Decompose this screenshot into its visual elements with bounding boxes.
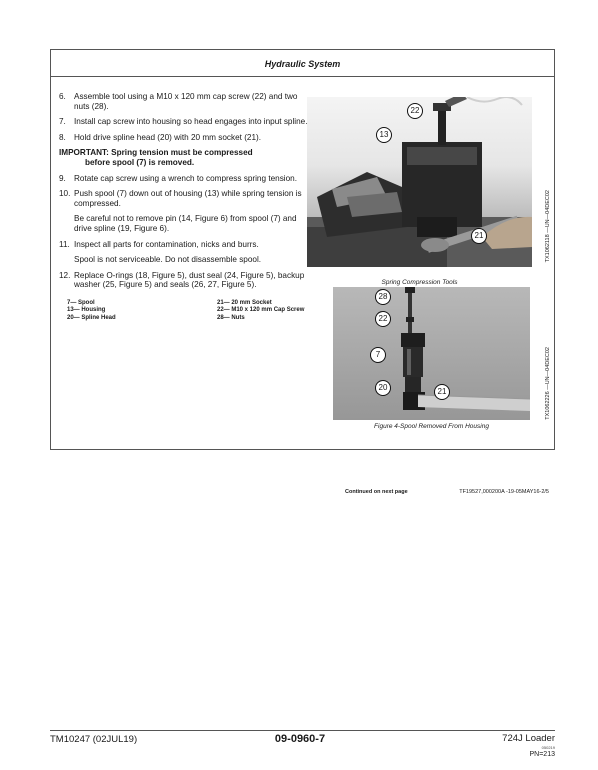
step-10	[59, 189, 309, 208]
callout-13: 13	[376, 127, 392, 143]
step-text: Install cap screw into housing so head engages into input spline.	[74, 117, 308, 127]
step-number: 8.	[59, 132, 66, 142]
legend-item: 28— Nuts	[217, 314, 245, 321]
page-number: 09-0960-7	[274, 733, 326, 745]
step-8	[59, 133, 309, 143]
step-10-caution: Be careful not to remove pin (14, Figure 6) from spool (7) and drive spline (19, Figure 6).	[74, 214, 297, 233]
step-7	[59, 117, 309, 127]
step-text: Replace O-rings (18, Figure 5), dust seal (24, Figure 5), backup washer (25, Figure 5) and seals (26, 27, Figure 5).	[74, 270, 305, 290]
important-line-1: Spring tension must be compressed	[111, 148, 253, 158]
pn-number: PN=213	[529, 751, 555, 758]
callout-22: 22	[375, 311, 391, 327]
parts-legend	[67, 300, 309, 323]
spring-compression-photo	[307, 97, 532, 267]
step-9	[59, 174, 309, 184]
figure-1-code: TX1062118 —UN—04DEC02	[545, 190, 551, 263]
step-text: Rotate cap screw using a wrench to compress spring tension.	[74, 173, 297, 183]
callout-21: 21	[434, 384, 450, 400]
callout-22: 22	[407, 103, 423, 119]
step-6	[59, 92, 309, 111]
legend-item: 7— Spool	[67, 299, 95, 306]
legend-item: 20— Spline Head	[67, 314, 116, 321]
step-11-note: Spool is not serviceable. Do not disassemble spool.	[74, 255, 262, 265]
document-reference: TF19527,000200A -19-05MAY16-2/5	[459, 489, 549, 495]
figure-2-code: TX1062226 —UN—04DEC02	[545, 347, 551, 420]
machine-model: 724J Loader	[502, 733, 555, 744]
important-line-2: before spool (7) is removed.	[85, 157, 195, 167]
legend-item: 22— M10 x 120 mm Cap Screw	[217, 307, 305, 314]
step-number: 9.	[59, 173, 66, 183]
callout-20: 20	[375, 380, 391, 396]
step-text: Push spool (7) down out of housing (13) while spring tension is compressed.	[74, 189, 302, 208]
continued-note: Continued on next page	[345, 489, 408, 495]
step-number: 12.	[59, 270, 71, 280]
step-number: 6.	[59, 92, 66, 101]
figure-2-caption: Figure 4-Spool Removed From Housing	[374, 423, 489, 430]
manual-id: TM10247 (02JUL19)	[50, 734, 138, 745]
footer-rule	[50, 730, 555, 731]
step-number: 10.	[59, 189, 71, 199]
legend-item: 21— 20 mm Socket	[217, 299, 272, 306]
footer-date-code: 050219	[541, 745, 555, 750]
step-number: 7.	[59, 117, 66, 127]
spool-removed-photo	[333, 287, 530, 420]
legend-item: 13— Housing	[67, 307, 106, 314]
section-title: Hydraulic System	[264, 59, 341, 69]
spring-compression-illustration	[307, 97, 532, 267]
step-11	[59, 240, 309, 250]
callout-7: 7	[370, 347, 386, 363]
step-text: Hold drive spline head (20) with 20 mm socket (21).	[74, 132, 262, 142]
step-text: Inspect all parts for contamination, nicks and burrs.	[74, 239, 259, 249]
callout-21: 21	[471, 228, 487, 244]
callout-28: 28	[375, 289, 391, 305]
figure-1-caption: Spring Compression Tools	[381, 279, 458, 286]
section-header	[51, 50, 554, 77]
step-number: 11.	[59, 239, 70, 249]
spool-illustration	[333, 287, 530, 420]
step-text: Assemble tool using a M10 x 120 mm cap screw (22) and two nuts (28).	[74, 92, 298, 111]
procedure-text	[59, 92, 309, 322]
important-label: IMPORTANT:	[59, 148, 109, 158]
important-notice	[59, 148, 309, 167]
step-12	[59, 271, 309, 290]
